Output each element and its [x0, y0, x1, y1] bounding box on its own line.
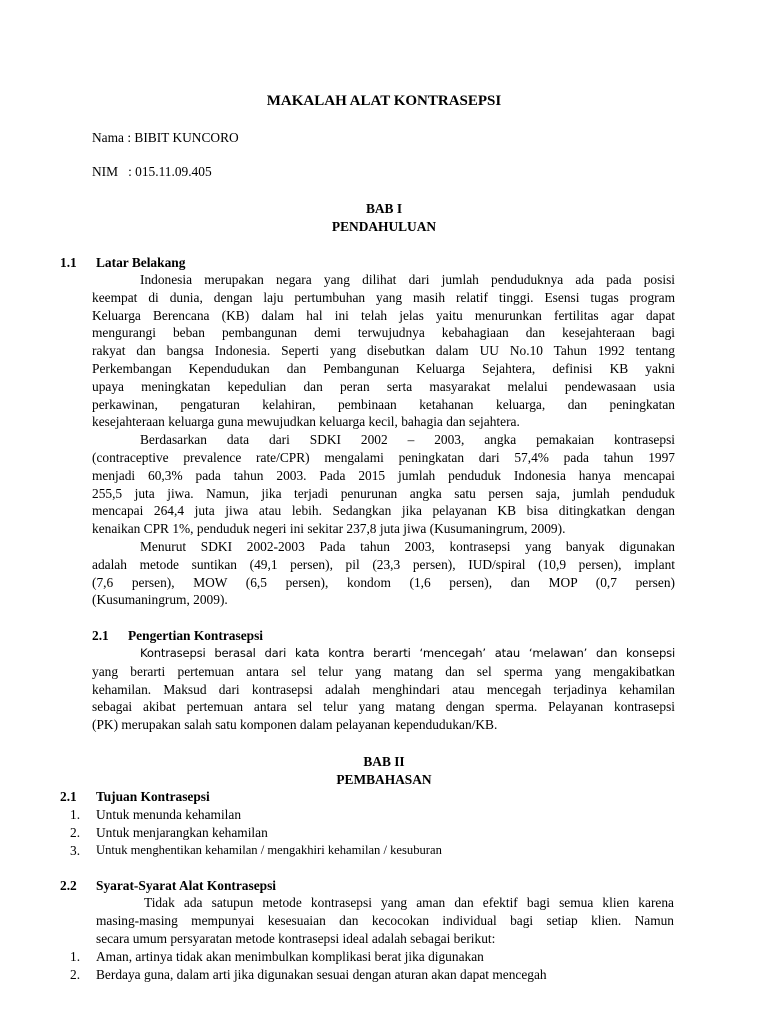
paragraph-line: (PK) merupakan salah satu komponen dalam pelayanan kependudukan/KB.	[92, 717, 498, 733]
author-name: Nama : BIBIT KUNCORO	[92, 130, 239, 145]
paragraph-line: Berdasarkan data dari SDKI 2002 – 2003, angka pemakaian kontrasepsi	[140, 432, 675, 448]
document-title: MAKALAH ALAT KONTRASEPSI	[266, 93, 502, 109]
section-2-1a-heading: Pengertian Kontrasepsi	[128, 628, 264, 643]
paragraph-line: perkawinan, pengaturan kelahiran, pembinaan ketahanan keluarga, dan peningkatan	[92, 396, 675, 412]
list-item-text: Untuk menghentikan kehamilan / mengakhiri kehamilan / kesuburan	[96, 842, 442, 857]
section-2-2-heading: Syarat-Syarat Alat Kontrasepsi	[96, 878, 277, 893]
list-item-number: 1.	[70, 949, 81, 964]
section-2-1a-body	[92, 645, 675, 734]
list-item-number: 3.	[70, 842, 81, 858]
chapter-1-title: PENDAHULUAN	[331, 219, 437, 234]
section-1-1-body	[92, 271, 675, 609]
purpose-list	[70, 806, 442, 859]
paragraph-line: (7,6 persen), MOW (6,5 persen), kondom (1,6 persen), dan MOP (0,7 persen)	[92, 574, 675, 590]
list-item-text: Untuk menunda kehamilan	[96, 807, 242, 822]
paragraph-line: sebagai akibat pertemuan antara sel telur yang matang dengan sperma. Pelayanan kontrasepsi	[92, 699, 675, 715]
paragraph-line: rakyat dan bangsa Indonesia. Seperti yang disebutkan dalam UU No.10 Tahun 1992 tentang	[92, 343, 675, 359]
list-item	[70, 842, 442, 860]
list-item-number: 1.	[70, 807, 81, 822]
paragraph-line: kehamilan. Maksud dari kontrasepsi adalah menghindari atau mencegah terjadinya kehamilan	[92, 681, 675, 697]
chapter-2-title: PEMBAHASAN	[336, 772, 432, 787]
paragraph-line: secara umum persyaratan metode kontrasepsi ideal adalah sebagai berikut:	[96, 930, 496, 946]
paragraph-line: menjadi 60,3% pada tahun 2003. Pada 2015 jumlah penduduk Indonesia hanya mencapai	[92, 467, 675, 483]
paragraph-line: yang berarti pertemuan antara sel telur yang matang dan sel sperma yang mengakibatkan	[92, 663, 675, 679]
author-nim: NIM : 015.11.09.405	[92, 164, 212, 179]
paragraph-line: Kontrasepsi berasal dari kata kontra berarti ‘mencegah’ atau ‘melawan’ dan konsepsi	[140, 646, 675, 660]
chapter-2-label: BAB II	[363, 754, 405, 769]
section-1-1-heading: Latar Belakang	[96, 255, 186, 270]
list-item-text: Aman, artinya tidak akan menimbulkan komplikasi berat jika digunakan	[96, 949, 484, 964]
list-item-number: 2.	[70, 966, 81, 982]
paragraph-line: mengurangi beban pembangunan demi terwujudnya kebahagiaan dan kesejahteraan bagi	[92, 325, 675, 341]
paragraph-line: (Kusumaningrum, 2009).	[92, 592, 228, 608]
section-2-2-number: 2.2	[60, 878, 77, 893]
paragraph-line: Tidak ada satupun metode kontrasepsi yang aman dan efektif bagi semua klien karena	[144, 895, 674, 910]
paragraph-line: Menurut SDKI 2002-2003 Pada tahun 2003, kontrasepsi yang banyak digunakan	[140, 538, 675, 554]
requirements-list	[70, 948, 547, 984]
paragraph-line: (contraceptive prevalence rate/CPR) mengalami peningkatan dari 57,4% pada tahun 1997	[92, 449, 675, 465]
chapter-1-label: BAB I	[365, 201, 403, 216]
section-1-1-number: 1.1	[60, 255, 77, 270]
section-2-2-body	[96, 894, 674, 947]
paragraph-line: kesejahteraan keluarga guna mewujudkan keluarga kecil, bahagia dan sejahtera.	[92, 414, 520, 430]
section-2-1b-number: 2.1	[60, 789, 77, 804]
list-item	[70, 806, 442, 824]
list-item-text: Untuk menjarangkan kehamilan	[96, 824, 268, 840]
paragraph-line: Perkembangan Kependudukan dan Pembangunan Keluarga Sejahtera, definisi KB yakni	[92, 360, 675, 376]
paragraph-line: adalah metode suntikan (49,1 persen), pil (23,3 persen), IUD/spiral (10,9 persen), implant	[92, 556, 675, 572]
paragraph-line: masing-masing mempunyai kesesuaian dan kecocokan individual bagi setiap klien. Namun	[96, 912, 674, 928]
paragraph-line: keempat di dunia, dengan laju pertumbuhan yang masih relatif tinggi. Esensi tugas program	[92, 289, 675, 305]
paragraph-line: upaya meningkatan kepedulian dan peran serta masyarakat melalui pendewasaan usia	[92, 378, 675, 394]
paragraph-line: Indonesia merupakan negara yang dilihat dari jumlah penduduknya ada pada posisi	[140, 272, 675, 287]
section-2-1b-heading: Tujuan Kontrasepsi	[96, 789, 210, 804]
paragraph-line: kenaikan CPR 1%, penduduk negeri ini sekitar 237,8 juta jiwa (Kusumaningrum, 2009).	[92, 521, 566, 537]
list-item-number: 2.	[70, 824, 81, 840]
paragraph-line: mencapai 264,4 juta jiwa atau lebih. Sedangkan jika pelayanan KB bisa ditingkatkan dengan	[92, 503, 675, 519]
list-item	[70, 966, 547, 984]
paragraph-line: Keluarga Berencana (KB) dalam hal ini telah jelas yaitu menurunkan fertilitas agar dapat	[92, 307, 675, 323]
paragraph-line: 255,5 juta jiwa. Namun, jika terjadi penurunan angka satu persen saja, jumlah penduduk	[92, 485, 675, 501]
section-2-1a-number: 2.1	[92, 628, 109, 643]
list-item	[70, 948, 547, 966]
list-item	[70, 824, 442, 842]
list-item-text: Berdaya guna, dalam arti jika digunakan sesuai dengan aturan akan dapat mencegah	[96, 966, 547, 982]
